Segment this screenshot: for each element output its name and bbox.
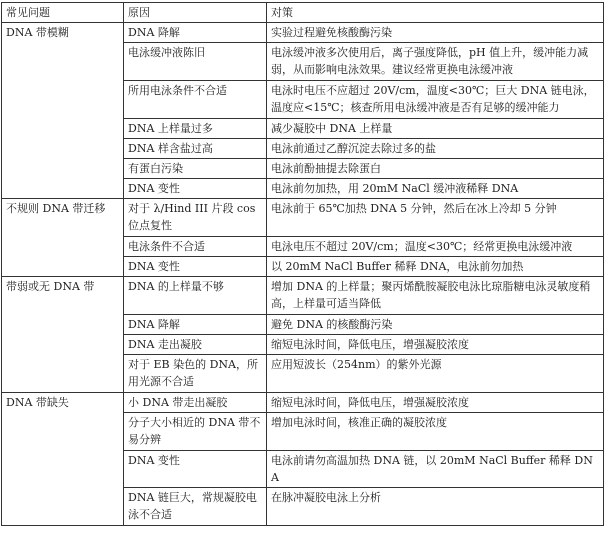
header-cause: 原因: [124, 3, 267, 23]
cause-cell: 对于 λ/Hind III 片段 cos 位点复性: [124, 199, 267, 237]
cause-cell: DNA 样含盐过高: [124, 139, 267, 159]
cause-cell: DNA 降解: [124, 315, 267, 335]
table-row: [2, 199, 604, 237]
solution-cell: 电泳时电压不应超过 20V/cm，温度<30℃；巨大 DNA 链电泳，温度应<15℃；核查所用电泳缓冲液是否有足够的缓冲能力: [267, 81, 604, 119]
table-row: [2, 23, 604, 43]
solution-cell: 电泳前于 65℃加热 DNA 5 分钟，然后在冰上冷却 5 分钟: [267, 199, 604, 237]
solution-cell: 电泳缓冲液多次使用后，离子强度降低，pH 值上升，缓冲能力减弱，从而影响电泳效果。建议经常更换电泳缓冲液: [267, 43, 604, 81]
cause-cell: 电泳缓冲液陈旧: [124, 43, 267, 81]
solution-cell: 增加电泳时间，核准正确的凝胶浓度: [267, 413, 604, 451]
solution-cell: 在脉冲凝胶电泳上分析: [267, 488, 604, 526]
cause-cell: 所用电泳条件不合适: [124, 81, 267, 119]
cause-cell: DNA 变性: [124, 257, 267, 277]
solution-cell: 减少凝胶中 DNA 上样量: [267, 119, 604, 139]
problem-cell: DNA 带缺失: [2, 393, 124, 526]
solution-cell: 电泳前酚抽提去除蛋白: [267, 159, 604, 179]
solution-cell: 电泳前请勿高温加热 DNA 链，以 20mM NaCl Buffer 稀释 DNA: [267, 451, 604, 488]
solution-cell: 以 20mM NaCl Buffer 稀释 DNA，电泳前勿加热: [267, 257, 604, 277]
problem-cell: 不规则 DNA 带迁移: [2, 199, 124, 277]
cause-cell: DNA 变性: [124, 179, 267, 199]
solution-cell: 增加 DNA 的上样量；聚丙烯酰胺凝胶电泳比琼脂糖电泳灵敏度稍高，上样量可适当降低: [267, 277, 604, 315]
solution-cell: 电泳电压不超过 20V/cm；温度<30℃；经常更换电泳缓冲液: [267, 237, 604, 257]
cause-cell: 电泳条件不合适: [124, 237, 267, 257]
cause-cell: DNA 降解: [124, 23, 267, 43]
cause-cell: DNA 链巨大，常规凝胶电泳不合适: [124, 488, 267, 526]
table-row: [2, 393, 604, 413]
cause-cell: DNA 走出凝胶: [124, 335, 267, 355]
solution-cell: 缩短电泳时间，降低电压，增强凝胶浓度: [267, 335, 604, 355]
solution-cell: 避免 DNA 的核酸酶污染: [267, 315, 604, 335]
cause-cell: 小 DNA 带走出凝胶: [124, 393, 267, 413]
document-page: [1, 2, 603, 526]
header-row: [2, 3, 604, 23]
header-problem: 常见问题: [2, 3, 124, 23]
cause-cell: DNA 变性: [124, 451, 267, 488]
solution-cell: 应用短波长（254nm）的紫外光源: [267, 355, 604, 393]
cause-cell: DNA 上样量过多: [124, 119, 267, 139]
solution-cell: 实验过程避免核酸酶污染: [267, 23, 604, 43]
problem-cell: 带弱或无 DNA 带: [2, 277, 124, 393]
table-row: [2, 277, 604, 315]
table-body: [2, 23, 604, 526]
header-solution: 对策: [267, 3, 604, 23]
solution-cell: 缩短电泳时间，降低电压，增强凝胶浓度: [267, 393, 604, 413]
cause-cell: DNA 的上样量不够: [124, 277, 267, 315]
solution-cell: 电泳前通过乙醇沉淀去除过多的盐: [267, 139, 604, 159]
cause-cell: 有蛋白污染: [124, 159, 267, 179]
problem-cell: DNA 带模糊: [2, 23, 124, 199]
troubleshooting-table: [1, 2, 604, 526]
cause-cell: 对于 EB 染色的 DNA，所用光源不合适: [124, 355, 267, 393]
cause-cell: 分子大小相近的 DNA 带不易分辨: [124, 413, 267, 451]
solution-cell: 电泳前勿加热，用 20mM NaCl 缓冲液稀释 DNA: [267, 179, 604, 199]
